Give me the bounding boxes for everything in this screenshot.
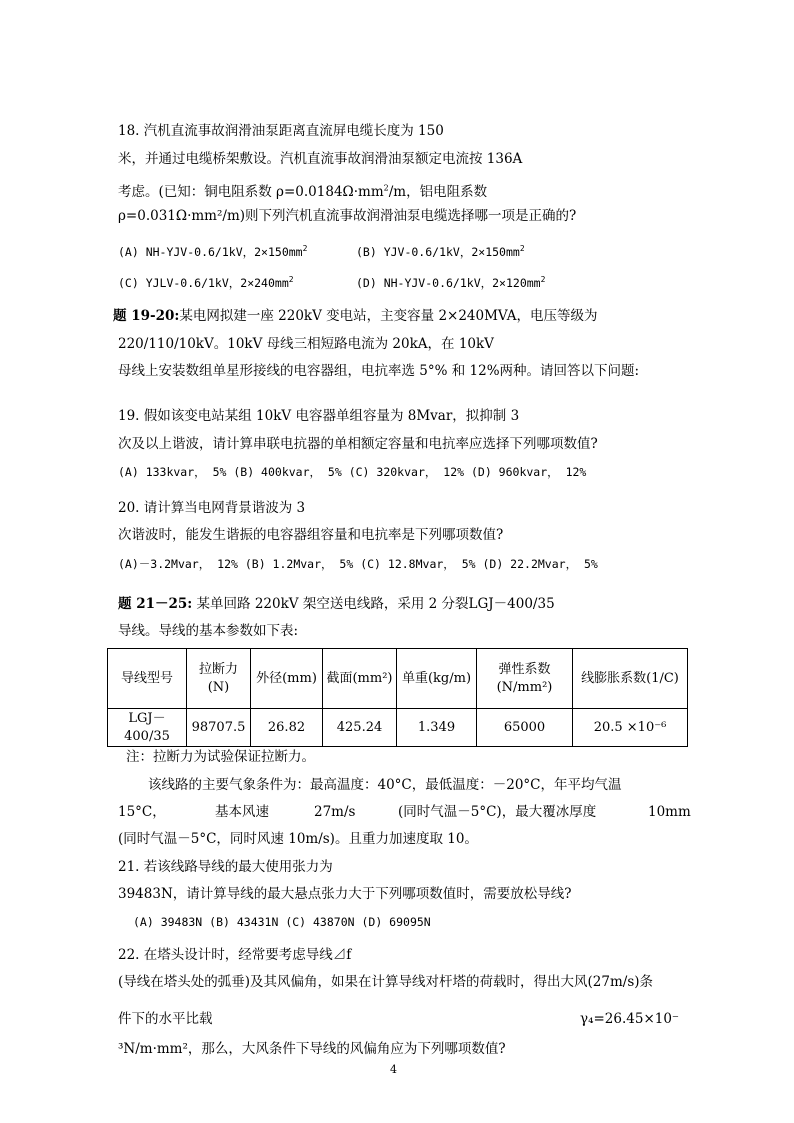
- q22-line-1: 22. 在塔头设计时，经常要考虑导线⊿f: [118, 947, 352, 963]
- q18-option-b: (B) YJV-0.6/1kV，$2\times 150mm^2$: [356, 244, 525, 259]
- q18-line-4: ρ=0.031Ω·mm²/m)则下列汽机直流事故润滑油泵电缆选择哪一项是正确的?: [118, 208, 577, 224]
- q22-line-3-formula: γ₄=26.45×10⁻: [580, 1011, 680, 1027]
- q19-line-2: 次及以上谐波，请计算串联电抗器的单相额定容量和电抗率应选择下列哪项数值?: [118, 436, 598, 452]
- section-19-20-line-1: 题 19-20:某电网拟建一座 220kV 变电站，主变容量 2×240MVA，电压等级为: [113, 308, 598, 324]
- q19-line-1: 19. 假如该变电站某组 10kV 电容器单组容量为 8Mvar，拟抑制 3: [118, 408, 520, 424]
- q18-line-1: 18. 汽机直流事故润滑油泵距离直流屏电缆长度为 150: [118, 123, 444, 139]
- section-19-20-label: 题 19-20:: [113, 308, 180, 324]
- weather-conditions-line-2b: 基本风速: [215, 804, 269, 820]
- table-header-cell: 截面(mm²): [323, 649, 397, 709]
- q20-line-1: 20. 请计算当电网背景谐波为 3: [118, 500, 306, 516]
- table-cell: 20.5 ×10⁻⁶: [573, 709, 688, 747]
- table-header-cell: 拉断力(N): [187, 649, 251, 709]
- table-cell: 26.82: [251, 709, 323, 747]
- q21-line-2: 39483N，请计算导线的最大悬点张力大于下列哪项数值时，需要放松导线?: [118, 886, 572, 902]
- table-header-cell: 线膨胀系数(1/C): [573, 649, 688, 709]
- table-cell: 425.24: [323, 709, 397, 747]
- section-19-20-line-3: 母线上安装数组单星形接线的电容器组，电抗率选 5°% 和 12%两种。请回答以下问题:: [118, 363, 640, 379]
- weather-conditions-line-2d: (同时气温－5°C)，最大覆冰厚度: [398, 804, 597, 820]
- weather-conditions-line-2c: 27m/s: [314, 804, 356, 820]
- q22-line-4: ³N/m·mm²，那么，大风条件下导线的风偏角应为下列哪项数值?: [118, 1041, 506, 1057]
- q18-line-3: 考虑。(已知：铜电阻系数 $\rho=0.0184\Omega\cdot mm^2/m$，铝电阻系数: [118, 183, 488, 200]
- table-header-cell: 弹性系数(N/mm²): [477, 649, 573, 709]
- q18-option-d: (D) NH-YJV-0.6/1kV，$2\times 120mm^2$: [356, 275, 546, 290]
- section-21-25-line-1: 题 21－25: 某单回路 220kV 架空送电线路，采用 2 分裂LGJ－400/35: [118, 596, 555, 612]
- table-note: 注：拉断力为试验保证拉断力。: [126, 749, 315, 765]
- q18-option-c: (C) YJLV-0.6/1kV，$2\times 240mm^2$: [118, 275, 294, 290]
- table-cell: 65000: [477, 709, 573, 747]
- page-number: 4: [390, 1063, 397, 1076]
- table-cell: LGJ－400/35: [108, 709, 187, 747]
- table-cell: 98707.5: [187, 709, 251, 747]
- q21-line-1: 21. 若该线路导线的最大使用张力为: [118, 859, 333, 875]
- q22-line-2: (导线在塔头处的弧垂)及其风偏角，如果在计算导线对杆塔的荷载时，得出大风(27m/s)条: [118, 974, 654, 990]
- table-header-row: [108, 649, 688, 709]
- q19-options: (A) 133kvar， 5% (B) 400kvar， 5% (C) 320kvar， 12% (D) 960kvar， 12%: [118, 465, 587, 479]
- table-header-cell: 外径(mm): [251, 649, 323, 709]
- q20-options: (A)－3.2Mvar， 12% (B) 1.2Mvar， 5% (C) 12.8Mvar， 5% (D) 22.2Mvar， 5%: [118, 557, 598, 571]
- section-21-25-line-2: 导线。导线的基本参数如下表:: [118, 623, 299, 639]
- weather-conditions-line-1: 该线路的主要气象条件为：最高温度：40°C，最低温度：－20°C，年平均气温: [148, 777, 622, 793]
- section-19-20-line-2: 220/110/10kV。10kV 母线三相短路电流为 20kA，在 10kV: [118, 336, 494, 352]
- conductor-parameter-table: [107, 648, 688, 747]
- table-row: [108, 709, 688, 747]
- weather-conditions-line-3: (同时气温－5°C，同时风速 10m/s)。且重力加速度取 10。: [118, 831, 478, 847]
- q21-options: (A) 39483N (B) 43431N (C) 43870N (D) 69095N: [133, 915, 431, 929]
- q22-line-3: 件下的水平比载: [118, 1011, 213, 1027]
- section-21-25-label: 题 21－25:: [118, 596, 193, 612]
- table-header-cell: 导线型号: [108, 649, 187, 709]
- weather-conditions-line-2e: 10mm: [648, 804, 691, 820]
- weather-conditions-line-2a: 15°C，: [118, 804, 166, 820]
- table-header-cell: 单重(kg/m): [397, 649, 477, 709]
- q18-line-2: 米，并通过电缆桥架敷设。汽机直流事故润滑油泵额定电流按 136A: [118, 151, 523, 167]
- q18-option-a: (A) NH-YJV-0.6/1kV，$2\times 150mm^2$: [118, 244, 308, 259]
- q20-line-2: 次谐波时，能发生谐振的电容器组容量和电抗率是下列哪项数值?: [118, 527, 504, 543]
- table-cell: 1.349: [397, 709, 477, 747]
